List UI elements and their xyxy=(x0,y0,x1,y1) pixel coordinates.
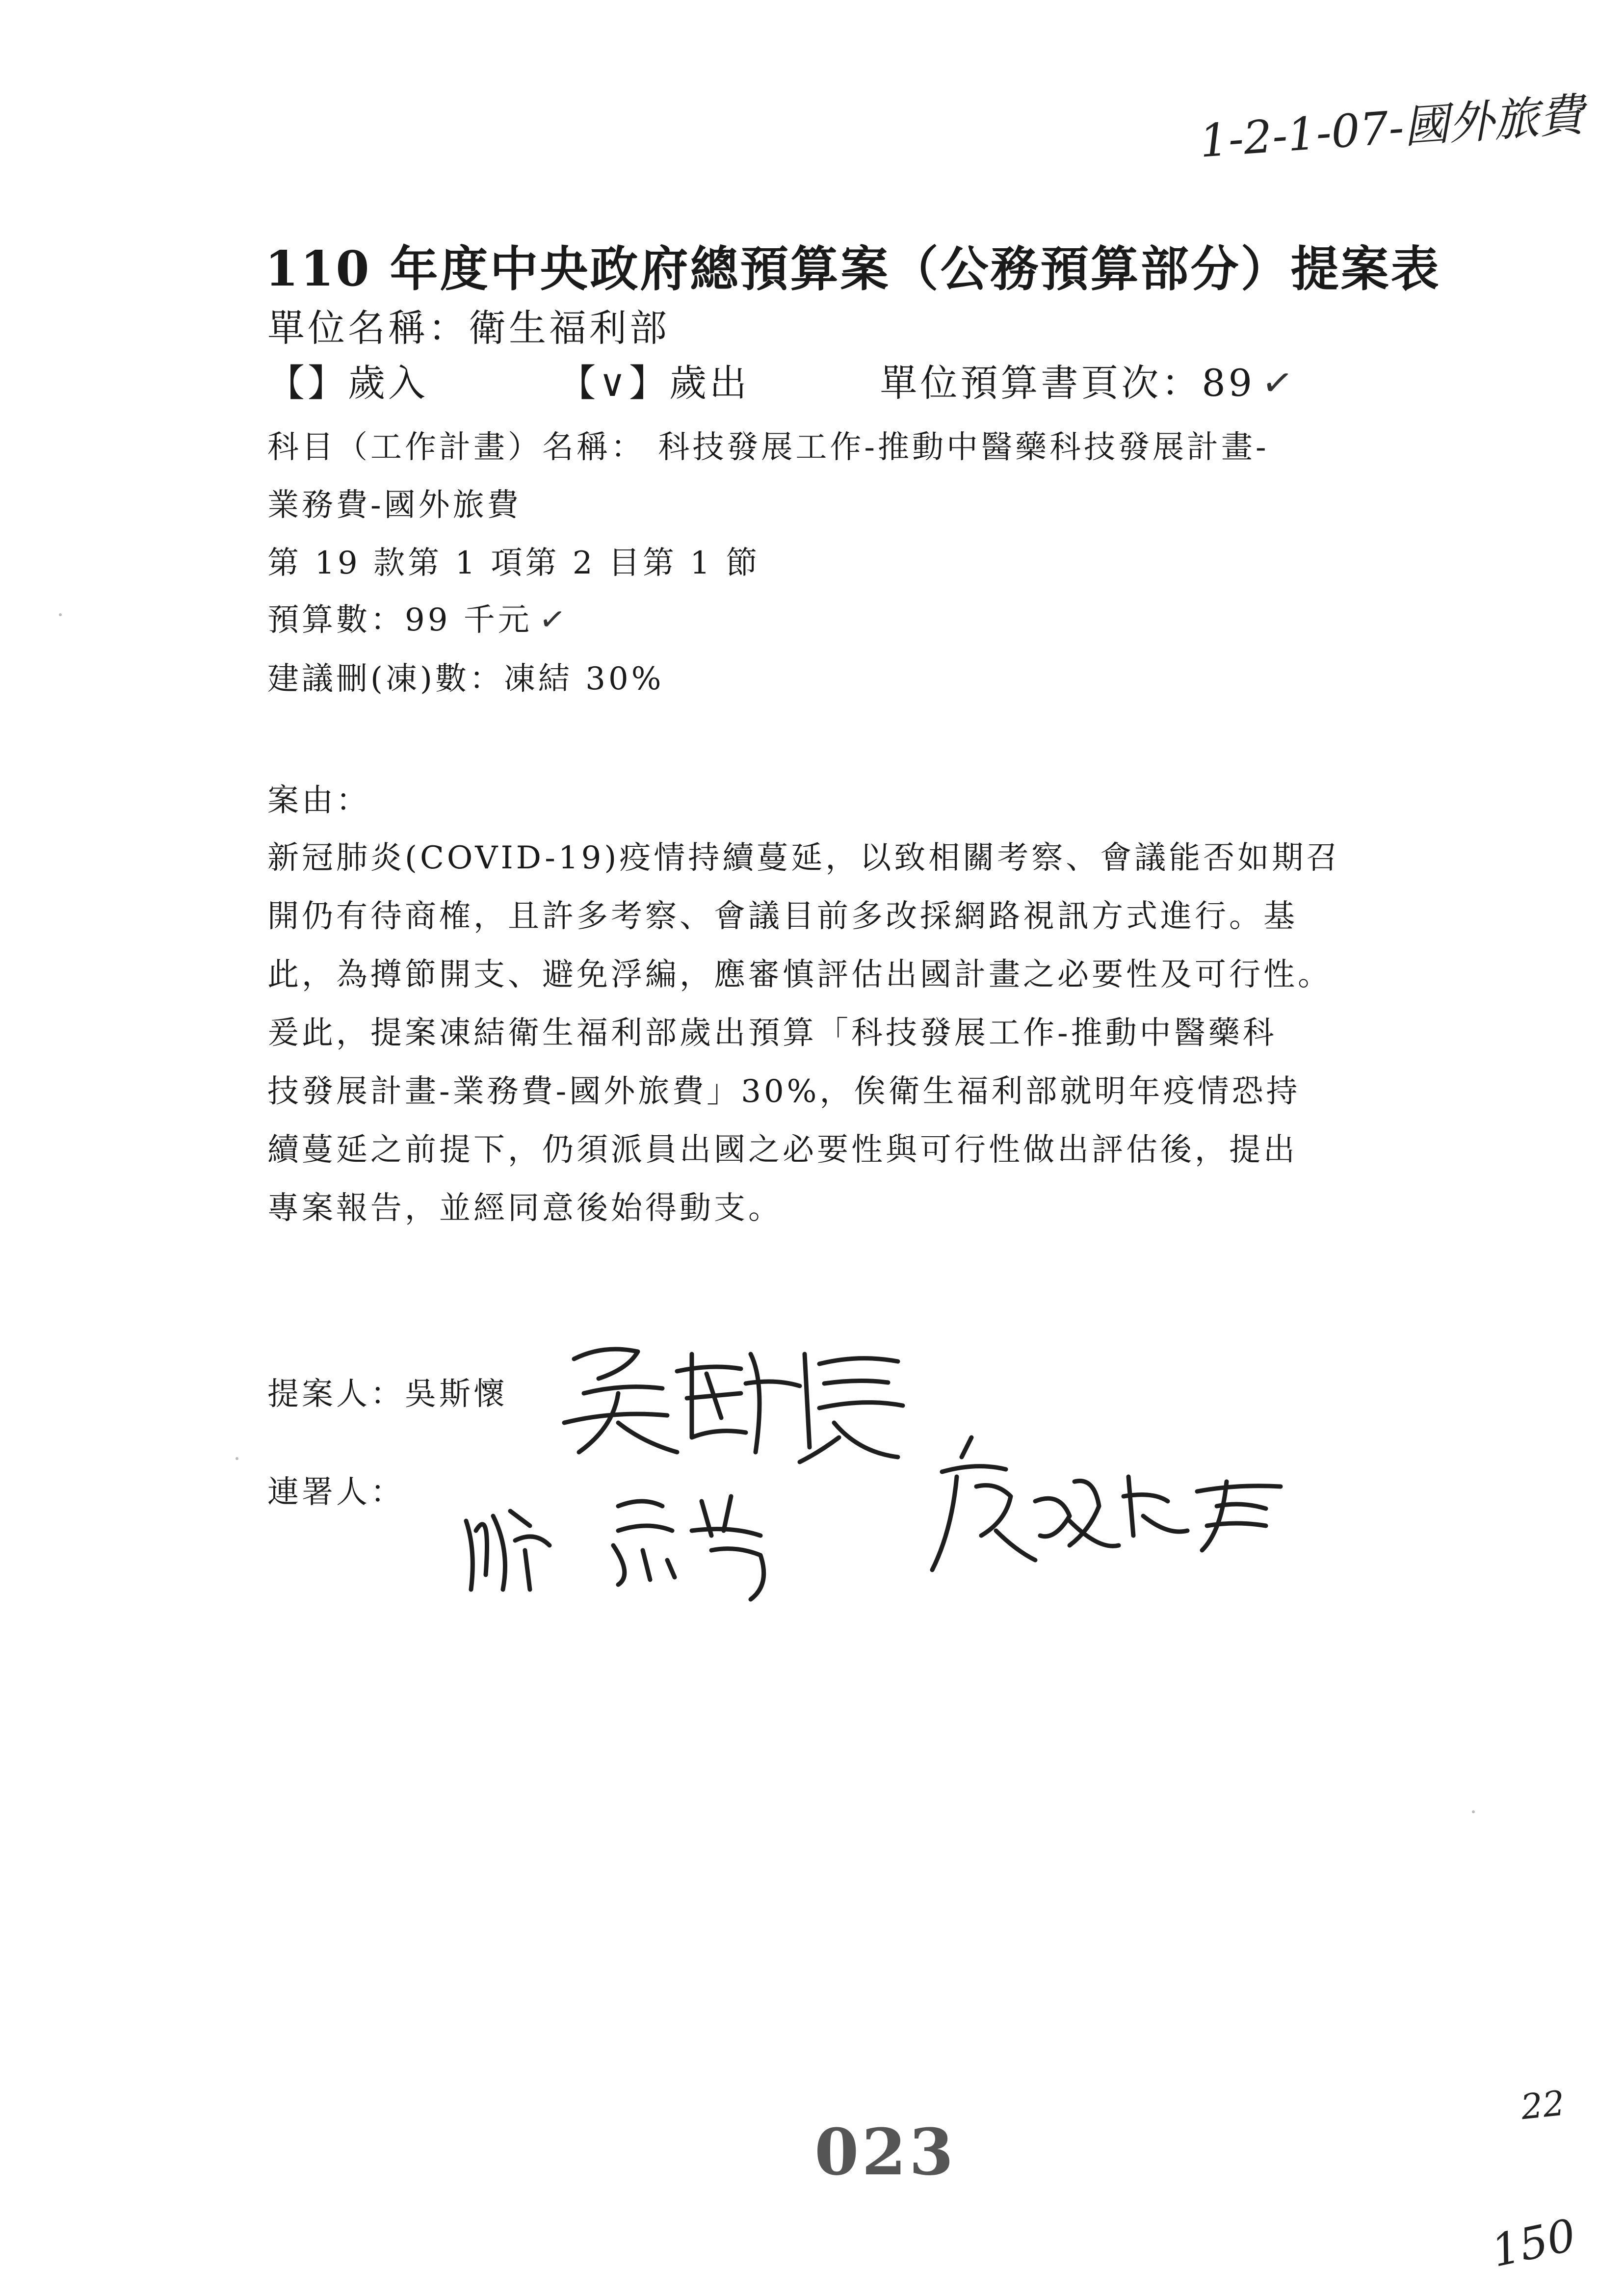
scan-speck xyxy=(236,1457,238,1460)
subject-line-2: 業務費-國外旅費 xyxy=(267,487,522,523)
budget-type-line xyxy=(267,353,1299,407)
reason-text xyxy=(267,829,1406,1238)
reason-line: 專案報告，並經同意後始得動支。 xyxy=(267,1190,783,1226)
subject-line-1: 科目（工作計畫）名稱： 科技發展工作-推動中醫藥科技發展計畫- xyxy=(267,429,1269,466)
reason-line: 新冠肺炎(COVID-19)疫情持續蔓延，以致相關考察、會議能否如期召 xyxy=(267,840,1341,876)
reason-line: 開仍有待商榷，且許多考察、會議目前多改採網路視訊方式進行。基 xyxy=(267,898,1298,935)
budget-book-page: 單位預算書頁次：89 xyxy=(880,361,1256,405)
reason-line: 此，為撙節開支、避免浮編，應審慎評估出國計畫之必要性及可行性。 xyxy=(267,957,1332,993)
proposer-signature xyxy=(545,1325,917,1472)
proposed-cut-line: 建議刪(凍)數：凍結 30% xyxy=(267,661,664,697)
reason-line: 爰此，提案凍結衛生福利部歲出預算「科技發展工作-推動中醫藥科 xyxy=(267,1015,1277,1051)
reason-label: 案由： xyxy=(267,783,370,819)
check-mark-icon: ✓ xyxy=(536,600,571,640)
reason-line: 續蔓延之前提下，仍須派員出國之必要性與可行性做出評估後，提出 xyxy=(267,1132,1298,1168)
budget-amount: 預算數：99 千元 xyxy=(267,602,532,638)
check-mark-icon: ✓ xyxy=(1259,359,1299,407)
cosigner-label: 連署人： xyxy=(267,1474,405,1511)
handwritten-corner-note: 22 xyxy=(1519,2083,1567,2128)
page-number: 023 xyxy=(814,2114,957,2190)
scan-speck xyxy=(59,613,62,616)
handwritten-reference-note: 1-2-1-07-國外旅費 xyxy=(1198,88,1586,168)
cosigner-signature-1 xyxy=(456,1477,810,1604)
expense-option: 【∨】歲出 xyxy=(558,361,750,405)
proposer-label: 提案人：吳斯懷 xyxy=(267,1376,508,1412)
cosigner-signature-2 xyxy=(922,1423,1295,1580)
document-title: 110 年度中央政府總預算案（公務預算部分）提案表 xyxy=(265,241,1441,297)
budget-amount-line xyxy=(267,595,571,640)
section-line: 第 19 款第 1 項第 2 目第 1 節 xyxy=(267,545,760,581)
unit-name-line: 單位名稱：衛生福利部 xyxy=(267,306,670,350)
revenue-option: 【】歲入 xyxy=(267,361,428,405)
handwritten-corner-note: 150 xyxy=(1487,2209,1580,2277)
scan-speck xyxy=(1472,1810,1475,1813)
reason-line: 技發展計畫-業務費-國外旅費」30%，俟衛生福利部就明年疫情恐持 xyxy=(267,1073,1301,1110)
